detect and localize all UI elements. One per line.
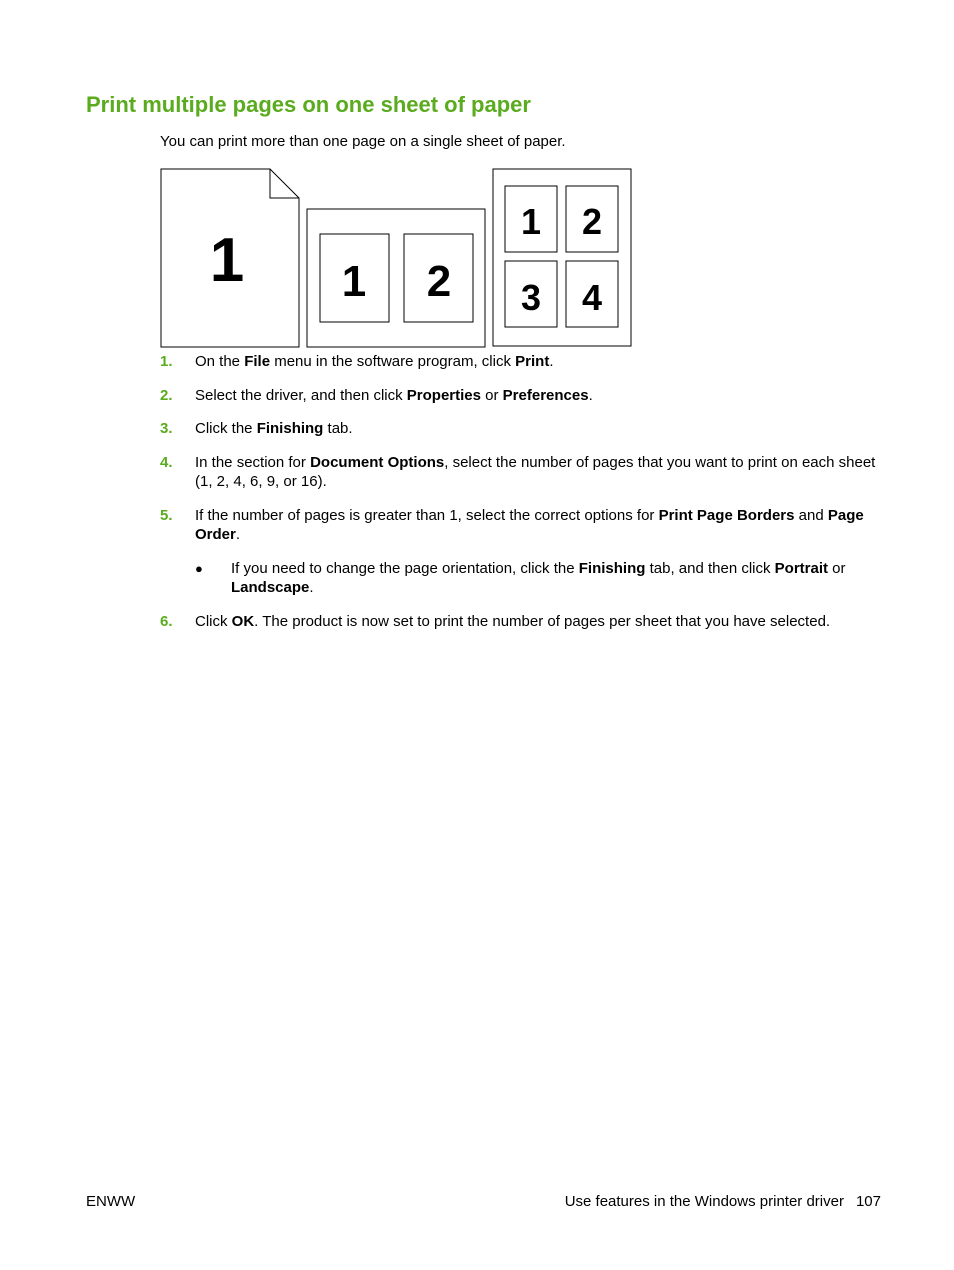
page-title: Print multiple pages on one sheet of paper xyxy=(86,92,531,117)
text-run: . The product is now set to print the number of pages per sheet that you have selected. xyxy=(254,612,831,630)
pages-per-sheet-figure xyxy=(160,168,633,348)
step-number: 2. xyxy=(160,386,173,404)
ui-term: OK xyxy=(231,612,255,630)
text-run: or xyxy=(480,386,503,404)
text-run: Click xyxy=(195,612,232,630)
step-item xyxy=(160,352,890,372)
step-text xyxy=(195,352,890,372)
four-up-page-number: 2 xyxy=(581,201,603,242)
step-item xyxy=(160,453,890,492)
text-run: . xyxy=(588,386,593,404)
page-number: 107 xyxy=(855,1193,881,1210)
ui-term: Finishing xyxy=(578,559,646,577)
ui-term: Finishing xyxy=(256,420,324,437)
step-text xyxy=(195,612,890,632)
step-number: 5. xyxy=(160,506,173,524)
ui-term: Page Order xyxy=(195,506,864,543)
step-text xyxy=(195,386,890,406)
step-number: 1. xyxy=(160,353,173,370)
step-item xyxy=(160,506,890,545)
two-up-sheet xyxy=(307,209,485,347)
text-run: tab, and then click xyxy=(645,559,775,577)
ui-term: Landscape xyxy=(231,579,310,596)
ui-term: Preferences xyxy=(502,386,589,404)
ui-term: Properties xyxy=(406,386,481,404)
text-run: In the section for xyxy=(195,453,311,471)
text-run: Click the xyxy=(195,420,257,437)
ui-term: Print xyxy=(515,353,550,370)
sub-bullet-item xyxy=(195,559,890,598)
text-run: Select the driver, and then click xyxy=(195,386,407,404)
steps-list xyxy=(160,352,890,631)
four-up-page-number: 4 xyxy=(581,277,603,318)
ui-term: Document Options xyxy=(310,453,445,471)
intro-paragraph: You can print more than one page on a single sheet of paper. xyxy=(160,133,566,150)
two-up-page-number: 2 xyxy=(426,257,452,306)
ui-term: Print Page Borders xyxy=(658,506,795,524)
bullet-icon: ● xyxy=(195,560,203,576)
step-item xyxy=(160,612,890,632)
ui-term: Portrait xyxy=(774,559,829,577)
step-text xyxy=(195,506,890,545)
ui-term: File xyxy=(244,353,271,370)
four-up-sheet xyxy=(493,169,631,346)
step-number: 4. xyxy=(160,453,173,471)
text-run: . xyxy=(309,579,314,596)
step-text xyxy=(195,453,890,492)
footer-locale: ENWW xyxy=(86,1193,136,1210)
step-number: 3. xyxy=(160,420,173,437)
text-run: On the xyxy=(195,353,245,370)
step-item xyxy=(160,419,890,439)
one-up-page-number: 1 xyxy=(209,226,245,295)
text-run: . xyxy=(549,353,554,370)
text-run: and xyxy=(794,506,828,524)
text-run: . xyxy=(235,526,241,543)
text-run: If you need to change the page orientation, click the xyxy=(231,559,579,577)
text-run: , select the number of pages that you want to print on each sheet (1, 2, 4, 6, 9, or 16). xyxy=(195,453,876,490)
two-up-page-number: 1 xyxy=(341,257,367,306)
text-run: tab. xyxy=(323,420,353,437)
step-number: 6. xyxy=(160,612,173,630)
text-run: menu in the software program, click xyxy=(270,353,516,370)
four-up-page-number: 3 xyxy=(520,277,542,318)
step-item xyxy=(160,386,890,406)
text-run: or xyxy=(828,559,846,577)
one-up-sheet xyxy=(161,169,299,347)
step-text xyxy=(195,419,890,439)
bullet-text xyxy=(231,559,890,598)
pages-per-sheet-illustration xyxy=(160,168,633,348)
text-run: If the number of pages is greater than 1, select the correct options for xyxy=(195,506,659,524)
footer-section xyxy=(565,1193,881,1210)
footer-section-title: Use features in the Windows printer driver xyxy=(564,1193,844,1210)
four-up-page-number: 1 xyxy=(520,201,542,242)
